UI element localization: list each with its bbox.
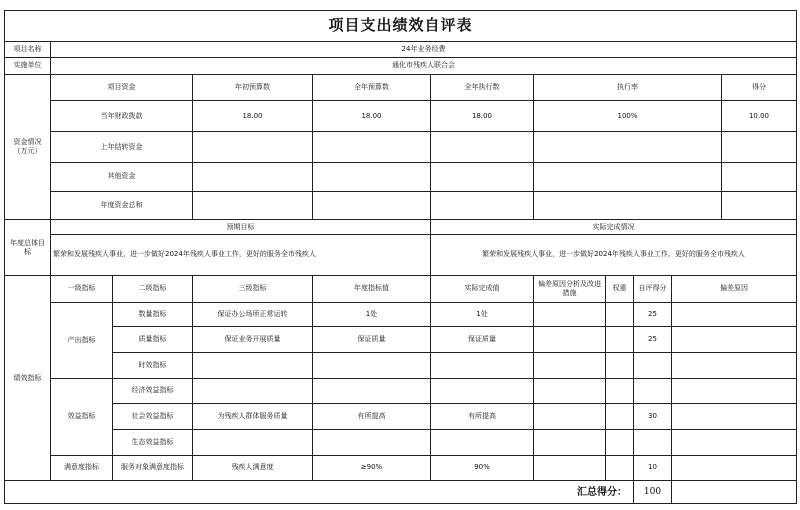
performance-row (5, 352, 797, 378)
funds-row-initial (193, 191, 313, 220)
funds-header-annual: 全年预算数 (313, 74, 431, 101)
funds-row (5, 191, 797, 220)
perf-level3: 残疾人满意度 (193, 455, 313, 481)
funds-row-executed (431, 132, 534, 163)
funds-row-initial (193, 132, 313, 163)
perf-actual (431, 352, 534, 378)
performance-row (5, 327, 797, 353)
funds-header-item: 项目资金 (51, 74, 193, 101)
perf-actual (431, 429, 534, 455)
performance-row (5, 302, 797, 327)
perf-analysis (534, 378, 606, 404)
perf-score (634, 352, 672, 378)
perf-level2: 经济效益指标 (113, 378, 193, 404)
perf-level2: 数量指标 (113, 302, 193, 327)
title-row (5, 11, 797, 42)
perf-target: 有所提高 (313, 404, 431, 430)
total-value: 100 (634, 481, 672, 504)
perf-level2: 生态效益指标 (113, 429, 193, 455)
perf-analysis (534, 352, 606, 378)
perf-level1: 效益指标 (51, 378, 113, 455)
perf-header-weight: 权重 (606, 275, 634, 302)
perf-level1: 满意度指标 (51, 455, 113, 481)
perf-weight (606, 378, 634, 404)
funds-row-annual (313, 132, 431, 163)
perf-target (313, 429, 431, 455)
funds-row-score (722, 191, 797, 220)
perf-actual: 1处 (431, 302, 534, 327)
funds-row-rate (534, 132, 722, 163)
performance-header-row (5, 275, 797, 302)
performance-row (5, 455, 797, 481)
perf-header-level1: 一级指标 (51, 275, 113, 302)
funds-row-annual (313, 191, 431, 220)
funds-row (5, 132, 797, 163)
funds-header-initial: 年初预算数 (193, 74, 313, 101)
perf-level1: 产出指标 (51, 302, 113, 378)
funds-row-executed (431, 191, 534, 220)
funds-row-rate: 100% (534, 101, 722, 132)
perf-level3: 保证业务开展质量 (193, 327, 313, 353)
perf-score: 30 (634, 404, 672, 430)
perf-target: 保证质量 (313, 327, 431, 353)
perf-weight (606, 404, 634, 430)
perf-header-score: 自评得分 (634, 275, 672, 302)
perf-level3 (193, 352, 313, 378)
perf-actual: 保证质量 (431, 327, 534, 353)
perf-weight (606, 429, 634, 455)
project-name-label: 项目名称 (5, 41, 51, 57)
perf-header-target: 年度指标值 (313, 275, 431, 302)
perf-analysis (534, 404, 606, 430)
funds-row-rate (534, 191, 722, 220)
goals-expected-header: 预期目标 (51, 220, 431, 234)
perf-level3 (193, 429, 313, 455)
goals-content-row (5, 234, 797, 275)
funds-row (5, 101, 797, 132)
perf-score: 25 (634, 302, 672, 327)
funds-row-executed (431, 162, 534, 191)
perf-level3 (193, 378, 313, 404)
funds-row-name: 其他资金 (51, 162, 193, 191)
total-row (5, 481, 797, 504)
perf-header-analysis: 偏差原因分析及改进措施 (534, 275, 606, 302)
goals-header-row (5, 220, 797, 234)
page-title: 项目支出绩效自评表 (5, 11, 797, 42)
funds-header-row (5, 74, 797, 101)
perf-score (634, 429, 672, 455)
funds-header-score: 得分 (722, 74, 797, 101)
self-evaluation-table (4, 10, 797, 504)
goals-actual-text: 繁荣和发展残疾人事业，进一步做好2024年残疾人事业工作，更好的服务全市残疾人 (431, 234, 797, 275)
funds-row-initial (193, 162, 313, 191)
funds-row-rate (534, 162, 722, 191)
perf-actual (431, 378, 534, 404)
perf-score: 10 (634, 455, 672, 481)
funds-row-initial: 18.00 (193, 101, 313, 132)
perf-reason (672, 352, 797, 378)
funds-row-score: 10.00 (722, 101, 797, 132)
perf-target (313, 352, 431, 378)
perf-actual: 90% (431, 455, 534, 481)
perf-analysis (534, 302, 606, 327)
funds-row-annual (313, 162, 431, 191)
perf-level2: 时效指标 (113, 352, 193, 378)
project-name-value: 24年业务经费 (51, 41, 797, 57)
perf-weight (606, 352, 634, 378)
perf-actual: 有所提高 (431, 404, 534, 430)
perf-reason (672, 429, 797, 455)
perf-weight (606, 327, 634, 353)
implementing-unit-value: 通化市残疾人联合会 (51, 58, 797, 74)
performance-section-label: 绩效指标 (5, 275, 51, 480)
goals-expected-text: 繁荣和发展残疾人事业，进一步做好2024年残疾人事业工作，更好的服务全市残疾人 (51, 234, 431, 275)
perf-target (313, 378, 431, 404)
perf-score: 25 (634, 327, 672, 353)
perf-header-actual: 实际完成值 (431, 275, 534, 302)
perf-level3: 保证办公场所正常运转 (193, 302, 313, 327)
funds-row-score (722, 132, 797, 163)
implementing-unit-label: 实施单位 (5, 58, 51, 74)
funds-row-name: 当年财政拨款 (51, 101, 193, 132)
perf-target: ≥90% (313, 455, 431, 481)
perf-analysis (534, 327, 606, 353)
perf-reason (672, 327, 797, 353)
perf-level2: 服务对象满意度指标 (113, 455, 193, 481)
funds-row-score (722, 162, 797, 191)
perf-score (634, 378, 672, 404)
perf-reason (672, 378, 797, 404)
performance-row (5, 404, 797, 430)
perf-analysis (534, 455, 606, 481)
funds-row (5, 162, 797, 191)
goals-section-label: 年度总体目标 (5, 220, 51, 275)
perf-header-reason: 偏差原因 (672, 275, 797, 302)
funds-header-executed: 全年执行数 (431, 74, 534, 101)
perf-reason (672, 302, 797, 327)
perf-reason (672, 455, 797, 481)
funds-row-name: 上年结转资金 (51, 132, 193, 163)
total-label: 汇总得分： (5, 481, 634, 504)
project-name-row (5, 41, 797, 57)
funds-row-executed: 18.00 (431, 101, 534, 132)
perf-header-level2: 二级指标 (113, 275, 193, 302)
performance-row (5, 429, 797, 455)
funds-header-rate: 执行率 (534, 74, 722, 101)
funds-row-name: 年度资金总和 (51, 191, 193, 220)
perf-level3: 为残疾人群体服务质量 (193, 404, 313, 430)
total-spacer (672, 481, 797, 504)
perf-level2: 质量指标 (113, 327, 193, 353)
perf-weight (606, 302, 634, 327)
perf-analysis (534, 429, 606, 455)
perf-reason (672, 404, 797, 430)
goals-actual-header: 实际完成情况 (431, 220, 797, 234)
funds-row-annual: 18.00 (313, 101, 431, 132)
perf-header-level3: 三级指标 (193, 275, 313, 302)
performance-row (5, 378, 797, 404)
perf-level2: 社会效益指标 (113, 404, 193, 430)
funds-section-label: 资金情况（万元） (5, 74, 51, 220)
perf-weight (606, 455, 634, 481)
perf-target: 1处 (313, 302, 431, 327)
implementing-unit-row (5, 58, 797, 74)
